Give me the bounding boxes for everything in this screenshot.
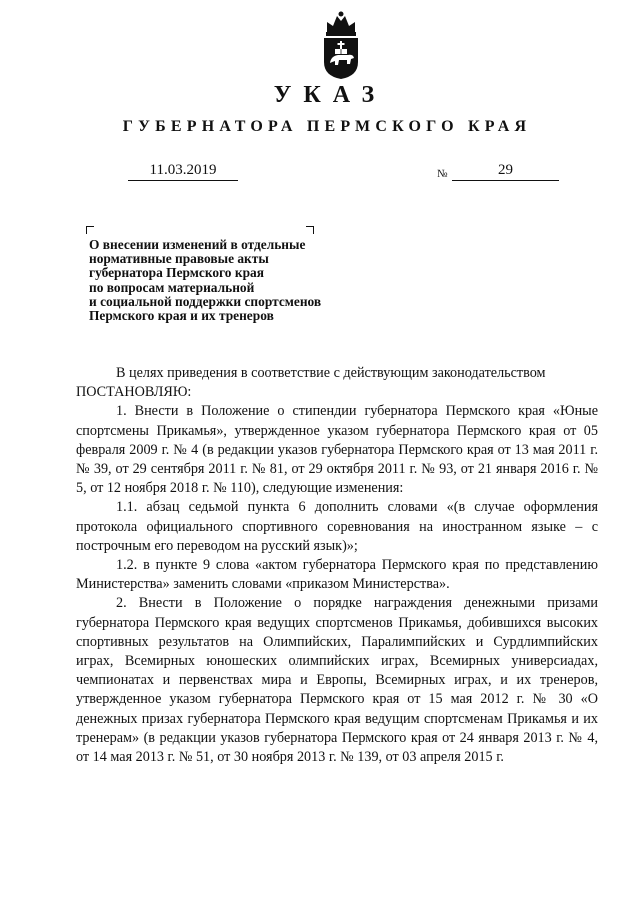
paragraph-1-2: 1.2. в пункте 9 слова «актом губернатора Пермского края по представлению Министерства» заменить словами «приказом Министерства».	[76, 557, 598, 593]
paragraph-1-1: 1.1. абзац седьмой пункта 6 дополнить словами «(в случае оформления протокола официального спортивного соревнования на иностранном языке – с построчным его переводом на русский язык)»;	[76, 499, 598, 554]
document-heading	[89, 238, 379, 323]
heading-line: нормативные правовые акты	[89, 251, 269, 267]
decree-number: 29	[452, 162, 559, 181]
heading-line: и социальной поддержки спортсменов	[89, 293, 322, 309]
decree-title: УКАЗ	[273, 82, 387, 108]
heading-line: О внесении изменений в отдельные	[89, 237, 306, 252]
heading-line: Пермского края и их тренеров	[89, 308, 274, 324]
paragraph-2: 2. Внести в Положение о порядке награждения денежными призами губернатора Пермского края ведущих спортсменов Прикамья, добившихся высоких спортивных результатов на Олимпийских, Паралимпийских и Сурдлимпийских играх, Всемирных юношеских олимпийских играх, Всемирных универсиадах, чемпионатах и первенствах мира и Европы, Всемирных играх, и их тренеров, утвержденное указом губернатора Пермского края от 15 мая 2012 г. № 30 «О денежных призах губернатора Пермского края ведущим спортсменам Прикамья и их тренерам» (в редакции указов губернатора Пермского края от 24 января 2013 г. № 4, от 14 мая 2013 г. № 51, от 30 ноября 2013 г. № 139, от 03 апреля 2015 г.	[76, 595, 598, 766]
heading-line: губернатора Пермского края	[89, 265, 264, 281]
resolution-word: ПОСТАНОВЛЯЮ:	[76, 384, 192, 401]
number-label: №	[437, 168, 448, 180]
issuer-line: ГУБЕРНАТОРА ПЕРМСКОГО КРАЯ	[122, 118, 532, 135]
decree-date: 11.03.2019	[128, 162, 238, 181]
heading-line: по вопросам материальной	[89, 279, 255, 295]
document-body	[76, 364, 598, 767]
heading-corner-left	[86, 226, 94, 234]
perm-krai-coat-of-arms-icon	[318, 10, 364, 80]
heading-corner-right	[306, 226, 314, 234]
preamble-text: В целях приведения в соответствие с действующим законодательством	[116, 365, 546, 381]
paragraph-1: 1. Внести в Положение о стипендии губернатора Пермского края «Юные спортсмены Прикамья», утвержденное указом губернатора Пермского края от 05 февраля 2009 г. № 4 (в редакции указов губернатора Пермского края от 13 мая 2011 г. № 39, от 29 сентября 2011 г. № 81, от 29 октября 2011 г. № 93, от 21 января 2016 г. № 5, от 12 ноября 2018 г. № 110), следующие изменения:	[76, 403, 598, 497]
